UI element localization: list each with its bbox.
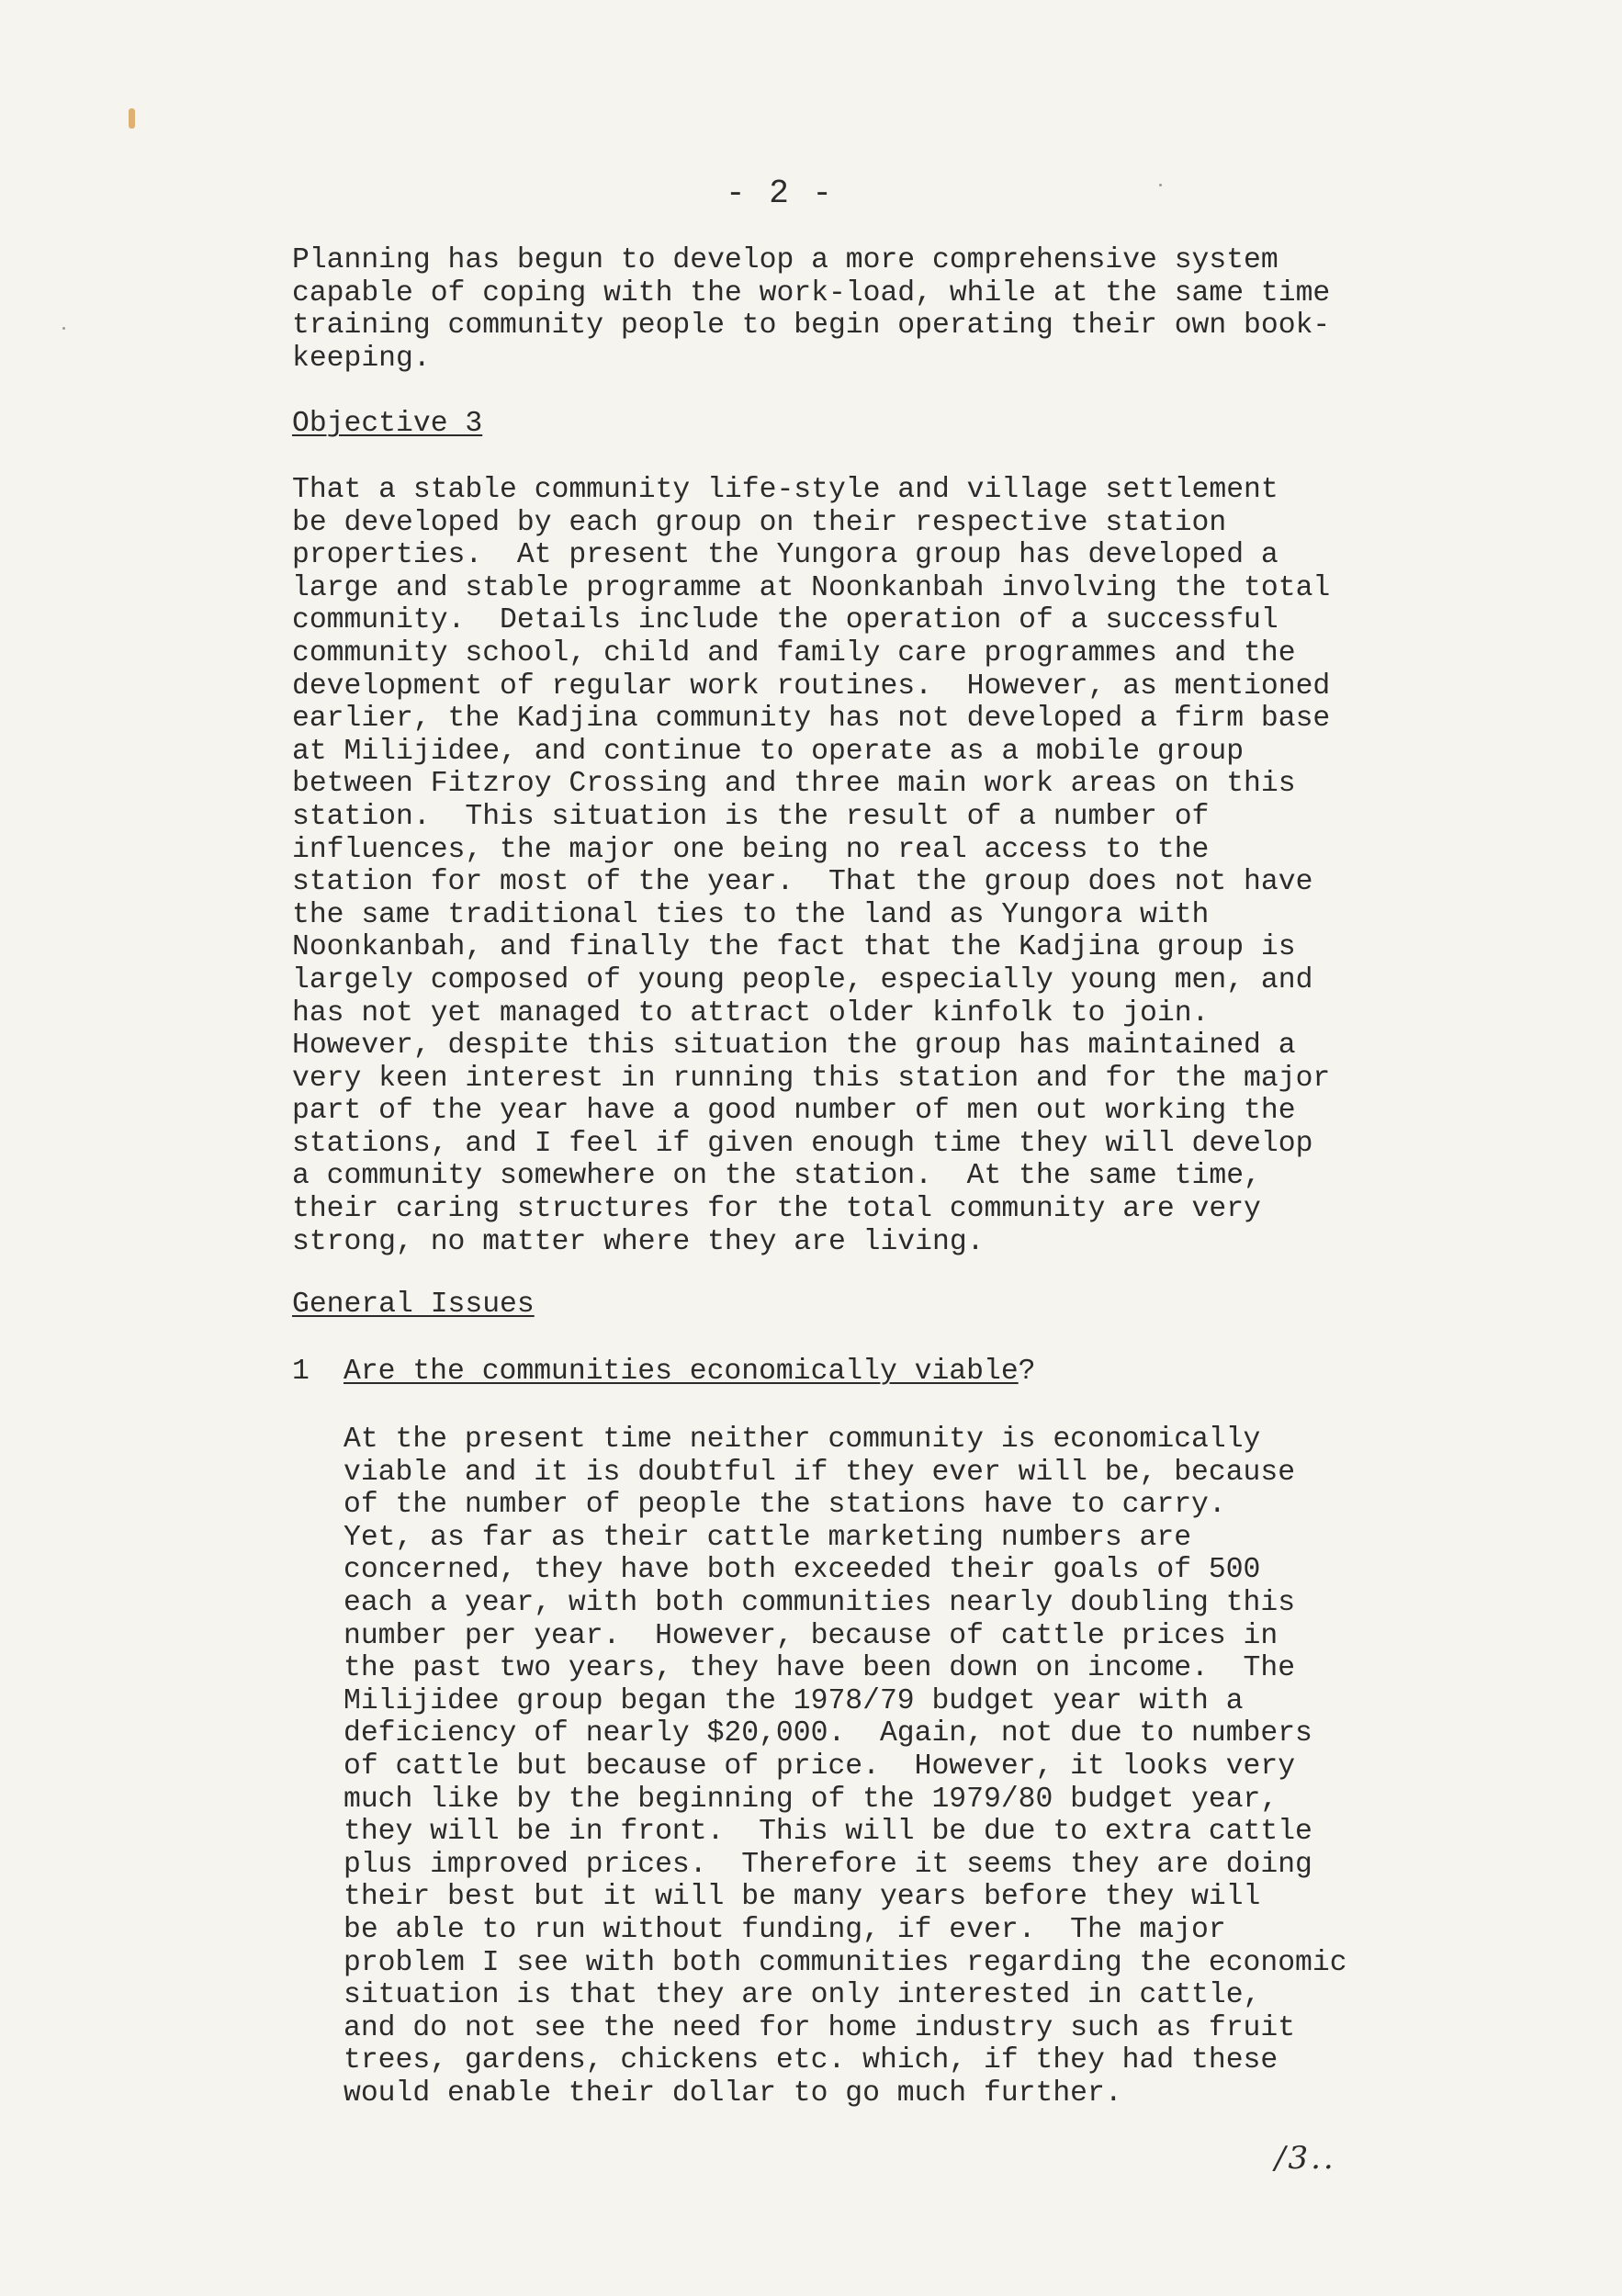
objective-3-body: That a stable community life-style and village settlement be developed by each group on their respective station properties. At present the Yungora group has developed a large and stable programme at Noonkanbah involving the total community. Details include the operation of a successful community school, child and family care programmes and the development of regular work routines. However, as mentioned earlier, the Kadjina community has not developed a firm base at Milijidee, and continue to operate as a mobile group between Fitzroy Crossing and three main work areas on this station. This situation is the result of a number of influences, the major one being no real access to the station for most of the year. That the group does not have the same traditional ties to the land as Yungora with Noonkanbah, and finally the fact that the Kadjina group is largely composed of young people, especially young men, and has not yet managed to attract older kinfolk to join. However, despite this situation the group has maintained a very keen interest in running this station and for the major part of the year have a good number of men out working the stations, and I feel if given enough time they will develop a community somewhere on the station. At the same time, their caring structures for the total community are very strong, no matter where they are living.: [292, 474, 1331, 1258]
speck: [62, 327, 65, 330]
issue-body: At the present time neither community is economically viable and it is doubtful if they ever will be, because of the number of people the stations have to carry. Yet, as far as their cattle marketing numbers are concerned, they have both exceeded their goals of 500 each a year, with both communities nearly doubling this number per year. However, because of cattle prices in the past two years, they have been down on income. The Milijidee group began the 1978/79 budget year with a deficiency of nearly $20,000. Again, not due to numbers of cattle but because of price. However, it looks very much like by the beginning of the 1979/80 budget year, they will be in front. This will be due to extra cattle plus improved prices. Therefore it seems they are doing their best but it will be many years before they will be able to run without funding, if ever. The major problem I see with both communities regarding the economic situation is that they are only interested in cattle, and do not see the need for home industry such as fruit trees, gardens, chickens etc. which, if they had these would enable their dollar to go much further.: [344, 1424, 1347, 2110]
objective-3-heading: Objective 3: [292, 408, 483, 440]
page-number: - 2 -: [726, 174, 835, 212]
issue-title-suffix: ?: [1018, 1356, 1036, 1388]
issue-number: 1: [292, 1356, 310, 1388]
stain-mark: [129, 108, 135, 129]
general-issues-heading: General Issues: [292, 1289, 535, 1321]
speck: [1159, 184, 1162, 186]
continuation-note: /3..: [1275, 2140, 1336, 2177]
issue-title-text: Are the communities economically viable: [344, 1356, 1019, 1388]
issue-title: [344, 1356, 1036, 1389]
intro-paragraph: Planning has begun to develop a more comprehensive system capable of coping with the work-load, while at the same time training community people to begin operating their own book- keeping.: [292, 244, 1331, 375]
